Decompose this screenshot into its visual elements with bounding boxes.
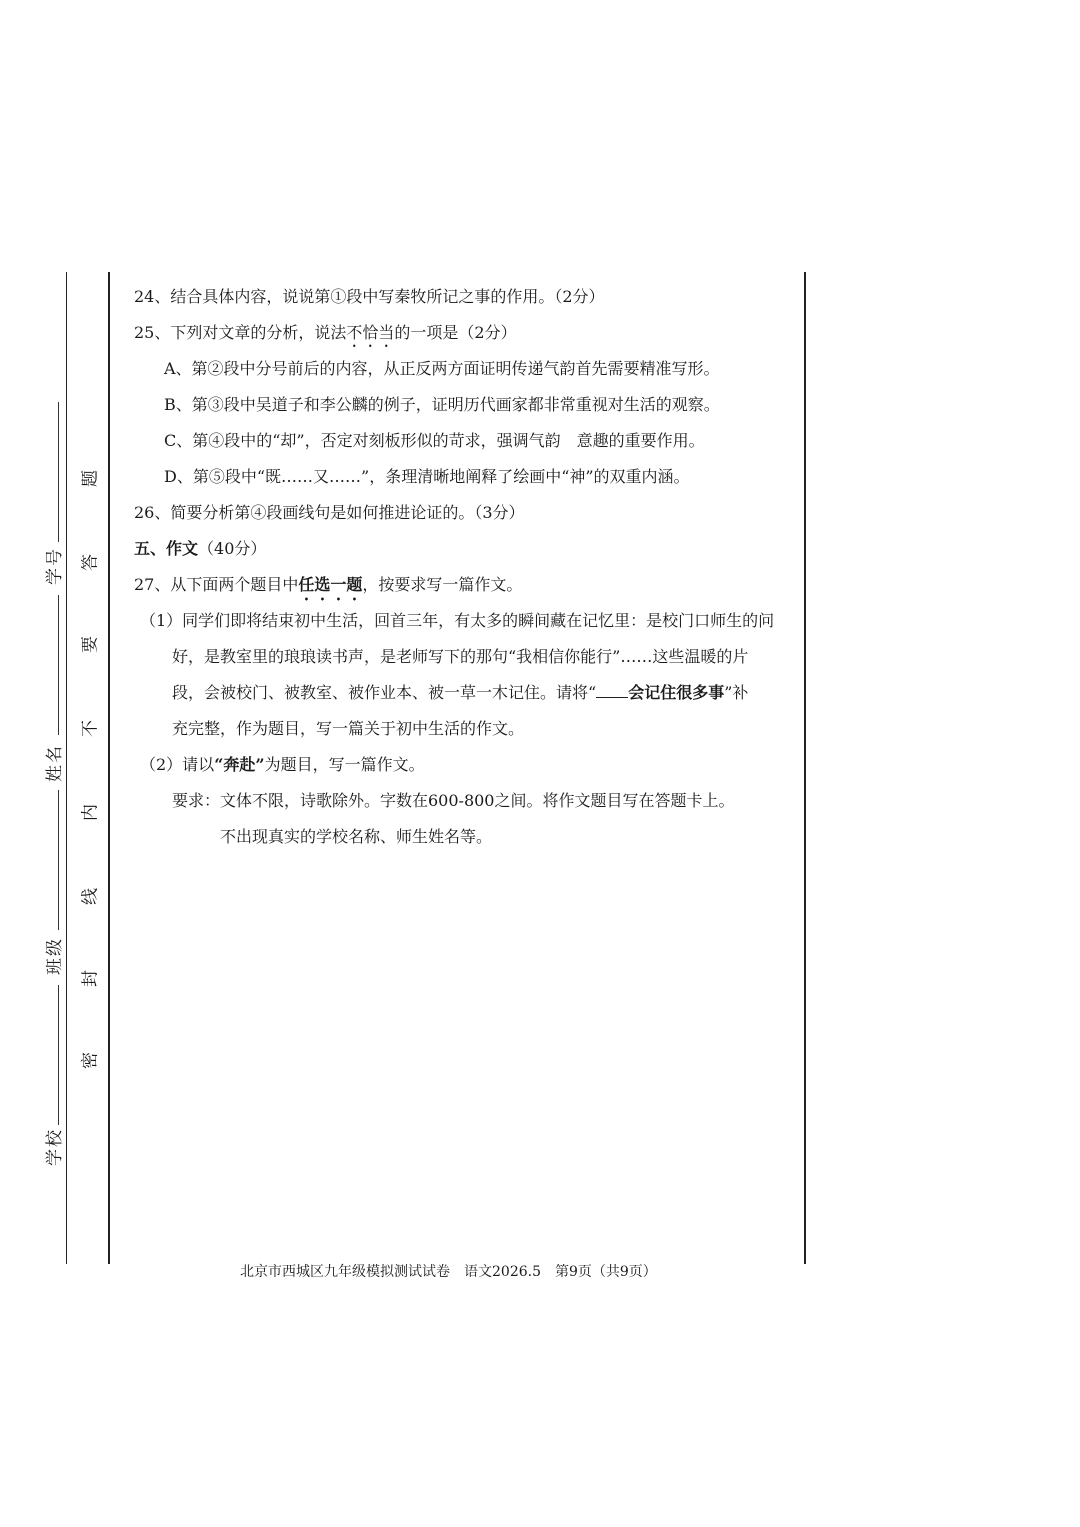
question-25-after: 的一项是（2分） xyxy=(394,323,517,342)
binding-fill-class[interactable] xyxy=(58,790,59,930)
question-26: 26、简要分析第④段画线句是如何推进论证的。（3分） xyxy=(134,503,525,522)
binding-label-class: 班级 xyxy=(45,937,65,975)
requirements-line-2: 不出现真实的学校名称、师生姓名等。 xyxy=(220,827,493,846)
question-27-after: ，按要求写一篇作文。 xyxy=(362,575,523,594)
question-27-emphasis: 任选一题 xyxy=(298,575,363,594)
topic-1-line-3-before: 段，会被校门、被教室、被作业本、被一草一木记住。请将“ xyxy=(172,683,597,702)
option-b: B、第③段中吴道子和李公麟的例子，证明历代画家都非常重视对生活的观察。 xyxy=(164,395,720,414)
question-25-emphasis: 不恰当 xyxy=(346,323,395,342)
option-a: A、第②段中分号前后的内容，从正反两方面证明传递气韵首先需要精准写形。 xyxy=(164,359,720,378)
binding-fill-school[interactable] xyxy=(58,985,59,1125)
seal-char-6: 线 xyxy=(80,888,101,905)
seal-char-2: 答 xyxy=(80,554,101,571)
page-footer: 北京市西城区九年级模拟测试试卷 语文2026.5 第9页（共9页） xyxy=(240,1264,657,1280)
section-5-title: 五、作文 xyxy=(134,539,199,558)
topic-1-line-1: （1）同学们即将结束初中生活，回首三年，有太多的瞬间藏在记忆里：是校门口师生的问 xyxy=(140,611,775,630)
question-25 xyxy=(134,322,517,351)
topic-2-after: 为题目，写一篇作文。 xyxy=(264,755,425,774)
section-5-heading xyxy=(134,538,266,560)
topic-2-before: （2）请以 xyxy=(140,755,215,774)
seal-char-1: 题 xyxy=(80,470,101,487)
topic-1-line-3-after: ”补 xyxy=(724,683,749,702)
option-d: D、第⑤段中“既……又……”，条理清晰地阐释了绘画中“神”的双重内涵。 xyxy=(164,467,690,486)
binding-label-name: 姓名 xyxy=(45,744,65,782)
binding-line-inner xyxy=(108,272,110,1264)
binding-label-id: 学号 xyxy=(45,547,65,585)
topic-1-line-4: 充完整，作为题目，写一篇关于初中生活的作文。 xyxy=(172,719,525,738)
seal-char-8: 密 xyxy=(80,1052,101,1069)
question-25-before: 25、下列对文章的分析，说法 xyxy=(134,323,347,342)
question-27-before: 27、从下面两个题目中 xyxy=(134,575,299,594)
title-blank xyxy=(596,683,628,698)
topic-1-line-2: 好，是教室里的琅琅读书声，是老师写下的那句“我相信你能行”……这些温暖的片 xyxy=(172,647,749,666)
topic-2-title: “奔赴” xyxy=(214,755,265,774)
binding-fill-id[interactable] xyxy=(58,402,59,542)
seal-char-4: 不 xyxy=(80,720,101,737)
topic-1-line-3 xyxy=(172,682,748,704)
binding-fill-name[interactable] xyxy=(58,595,59,735)
binding-label-school: 学校 xyxy=(45,1128,65,1166)
option-c: C、第④段中的“却”，否定对刻板形似的苛求，强调气韵 意趣的重要作用。 xyxy=(164,431,705,450)
question-24: 24、结合具体内容，说说第①段中写秦牧所记之事的作用。（2分） xyxy=(134,287,605,306)
topic-1-title-fragment: 会记住很多事 xyxy=(628,683,725,702)
page-border-right xyxy=(804,272,806,1264)
seal-char-7: 封 xyxy=(80,970,101,987)
topic-2 xyxy=(140,754,425,776)
question-27 xyxy=(134,574,522,604)
binding-line-outer xyxy=(66,272,67,1264)
section-5-score: （40分） xyxy=(198,539,267,558)
seal-char-3: 要 xyxy=(80,636,101,653)
seal-char-5: 内 xyxy=(80,804,101,821)
requirements-line-1: 要求：文体不限，诗歌除外。字数在600-800之间。将作文题目写在答题卡上。 xyxy=(172,791,735,810)
